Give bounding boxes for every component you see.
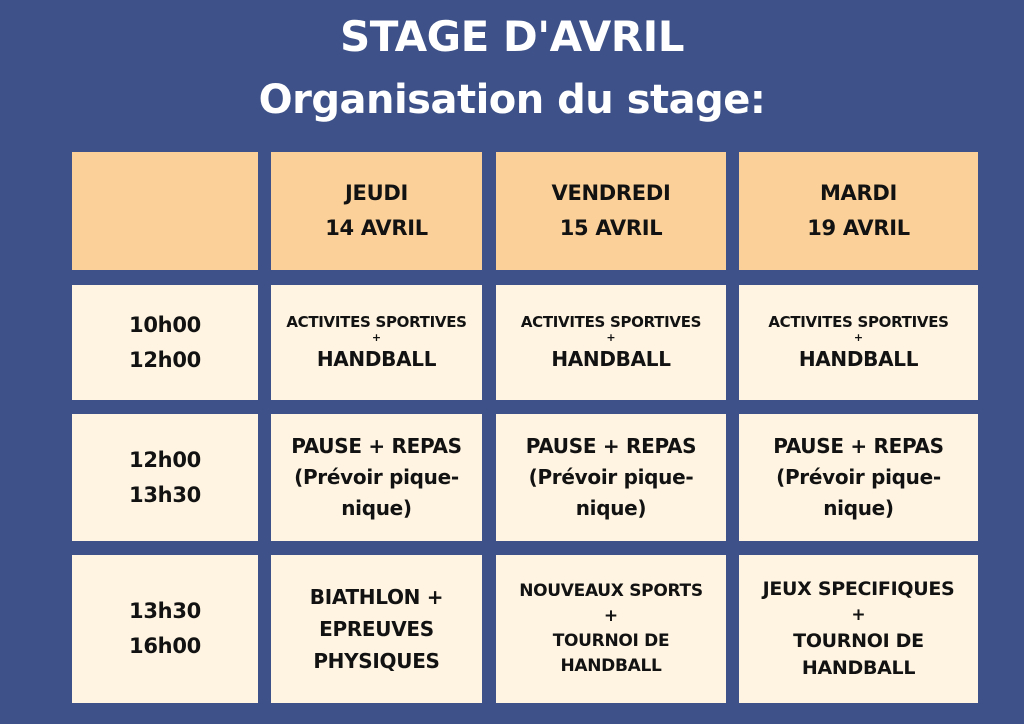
plus-sign: + (603, 606, 619, 626)
time-slot-afternoon (72, 555, 258, 703)
time-start: 12h00 (129, 447, 201, 472)
lunch-title: PAUSE + REPAS (291, 434, 462, 458)
activity-line: ACTIVITES SPORTIVES (768, 313, 949, 331)
time-end: 13h30 (129, 482, 201, 507)
header-corner-cell (72, 152, 258, 270)
activity-line: ACTIVITES SPORTIVES (286, 313, 467, 331)
activity-afternoon-mardi (739, 555, 978, 703)
activity-morning-mardi (739, 285, 978, 400)
activity-line: TOURNOI DE HANDBALL (793, 630, 924, 679)
time-start: 13h30 (129, 599, 201, 623)
activity-lunch-mardi (739, 414, 978, 541)
time-start: 10h00 (129, 312, 201, 337)
time-end: 16h00 (129, 634, 201, 658)
activity-afternoon-jeudi (271, 555, 482, 703)
activity-line: ACTIVITES SPORTIVES (520, 313, 702, 331)
day-date: 19 AVRIL (807, 216, 910, 240)
day-header-vendredi (496, 152, 726, 270)
activity-line: HANDBALL (316, 347, 437, 371)
day-date: 15 AVRIL (559, 216, 663, 240)
activity-afternoon-vendredi (496, 555, 726, 703)
day-date: 14 AVRIL (325, 216, 428, 240)
activity-lunch-vendredi (496, 414, 726, 541)
activity-text: BIATHLON + EPREUVES PHYSIQUES (309, 585, 444, 673)
lunch-title: PAUSE + REPAS (525, 434, 697, 458)
time-slot-lunch (72, 414, 258, 541)
lunch-note: (Prévoir pique-nique) (776, 465, 941, 520)
activity-morning-vendredi (496, 285, 726, 400)
page-subtitle: Organisation du stage: (258, 77, 766, 123)
plus-sign: + (853, 331, 864, 344)
activity-line: HANDBALL (798, 347, 919, 371)
activity-line: HANDBALL (551, 347, 671, 371)
day-name: MARDI (819, 181, 898, 205)
lunch-title: PAUSE + REPAS (773, 434, 944, 458)
day-header-mardi (739, 152, 978, 270)
activity-lunch-jeudi (271, 414, 482, 541)
activity-line: NOUVEAUX SPORTS (519, 581, 703, 601)
day-name: JEUDI (345, 181, 408, 205)
activity-line: JEUX SPECIFIQUES (762, 578, 955, 600)
day-name: VENDREDI (551, 181, 671, 205)
page-title: STAGE D'AVRIL (339, 12, 685, 61)
time-slot-morning (72, 285, 258, 400)
lunch-note: (Prévoir pique-nique) (294, 465, 459, 520)
plus-sign: + (371, 331, 382, 344)
plus-sign: + (606, 331, 616, 344)
activity-morning-jeudi (271, 285, 482, 400)
activity-line: TOURNOI DE HANDBALL (552, 631, 670, 676)
lunch-note: (Prévoir pique-nique) (528, 465, 694, 520)
plus-sign: + (851, 605, 866, 625)
time-end: 12h00 (129, 347, 201, 372)
day-header-jeudi (271, 152, 482, 270)
